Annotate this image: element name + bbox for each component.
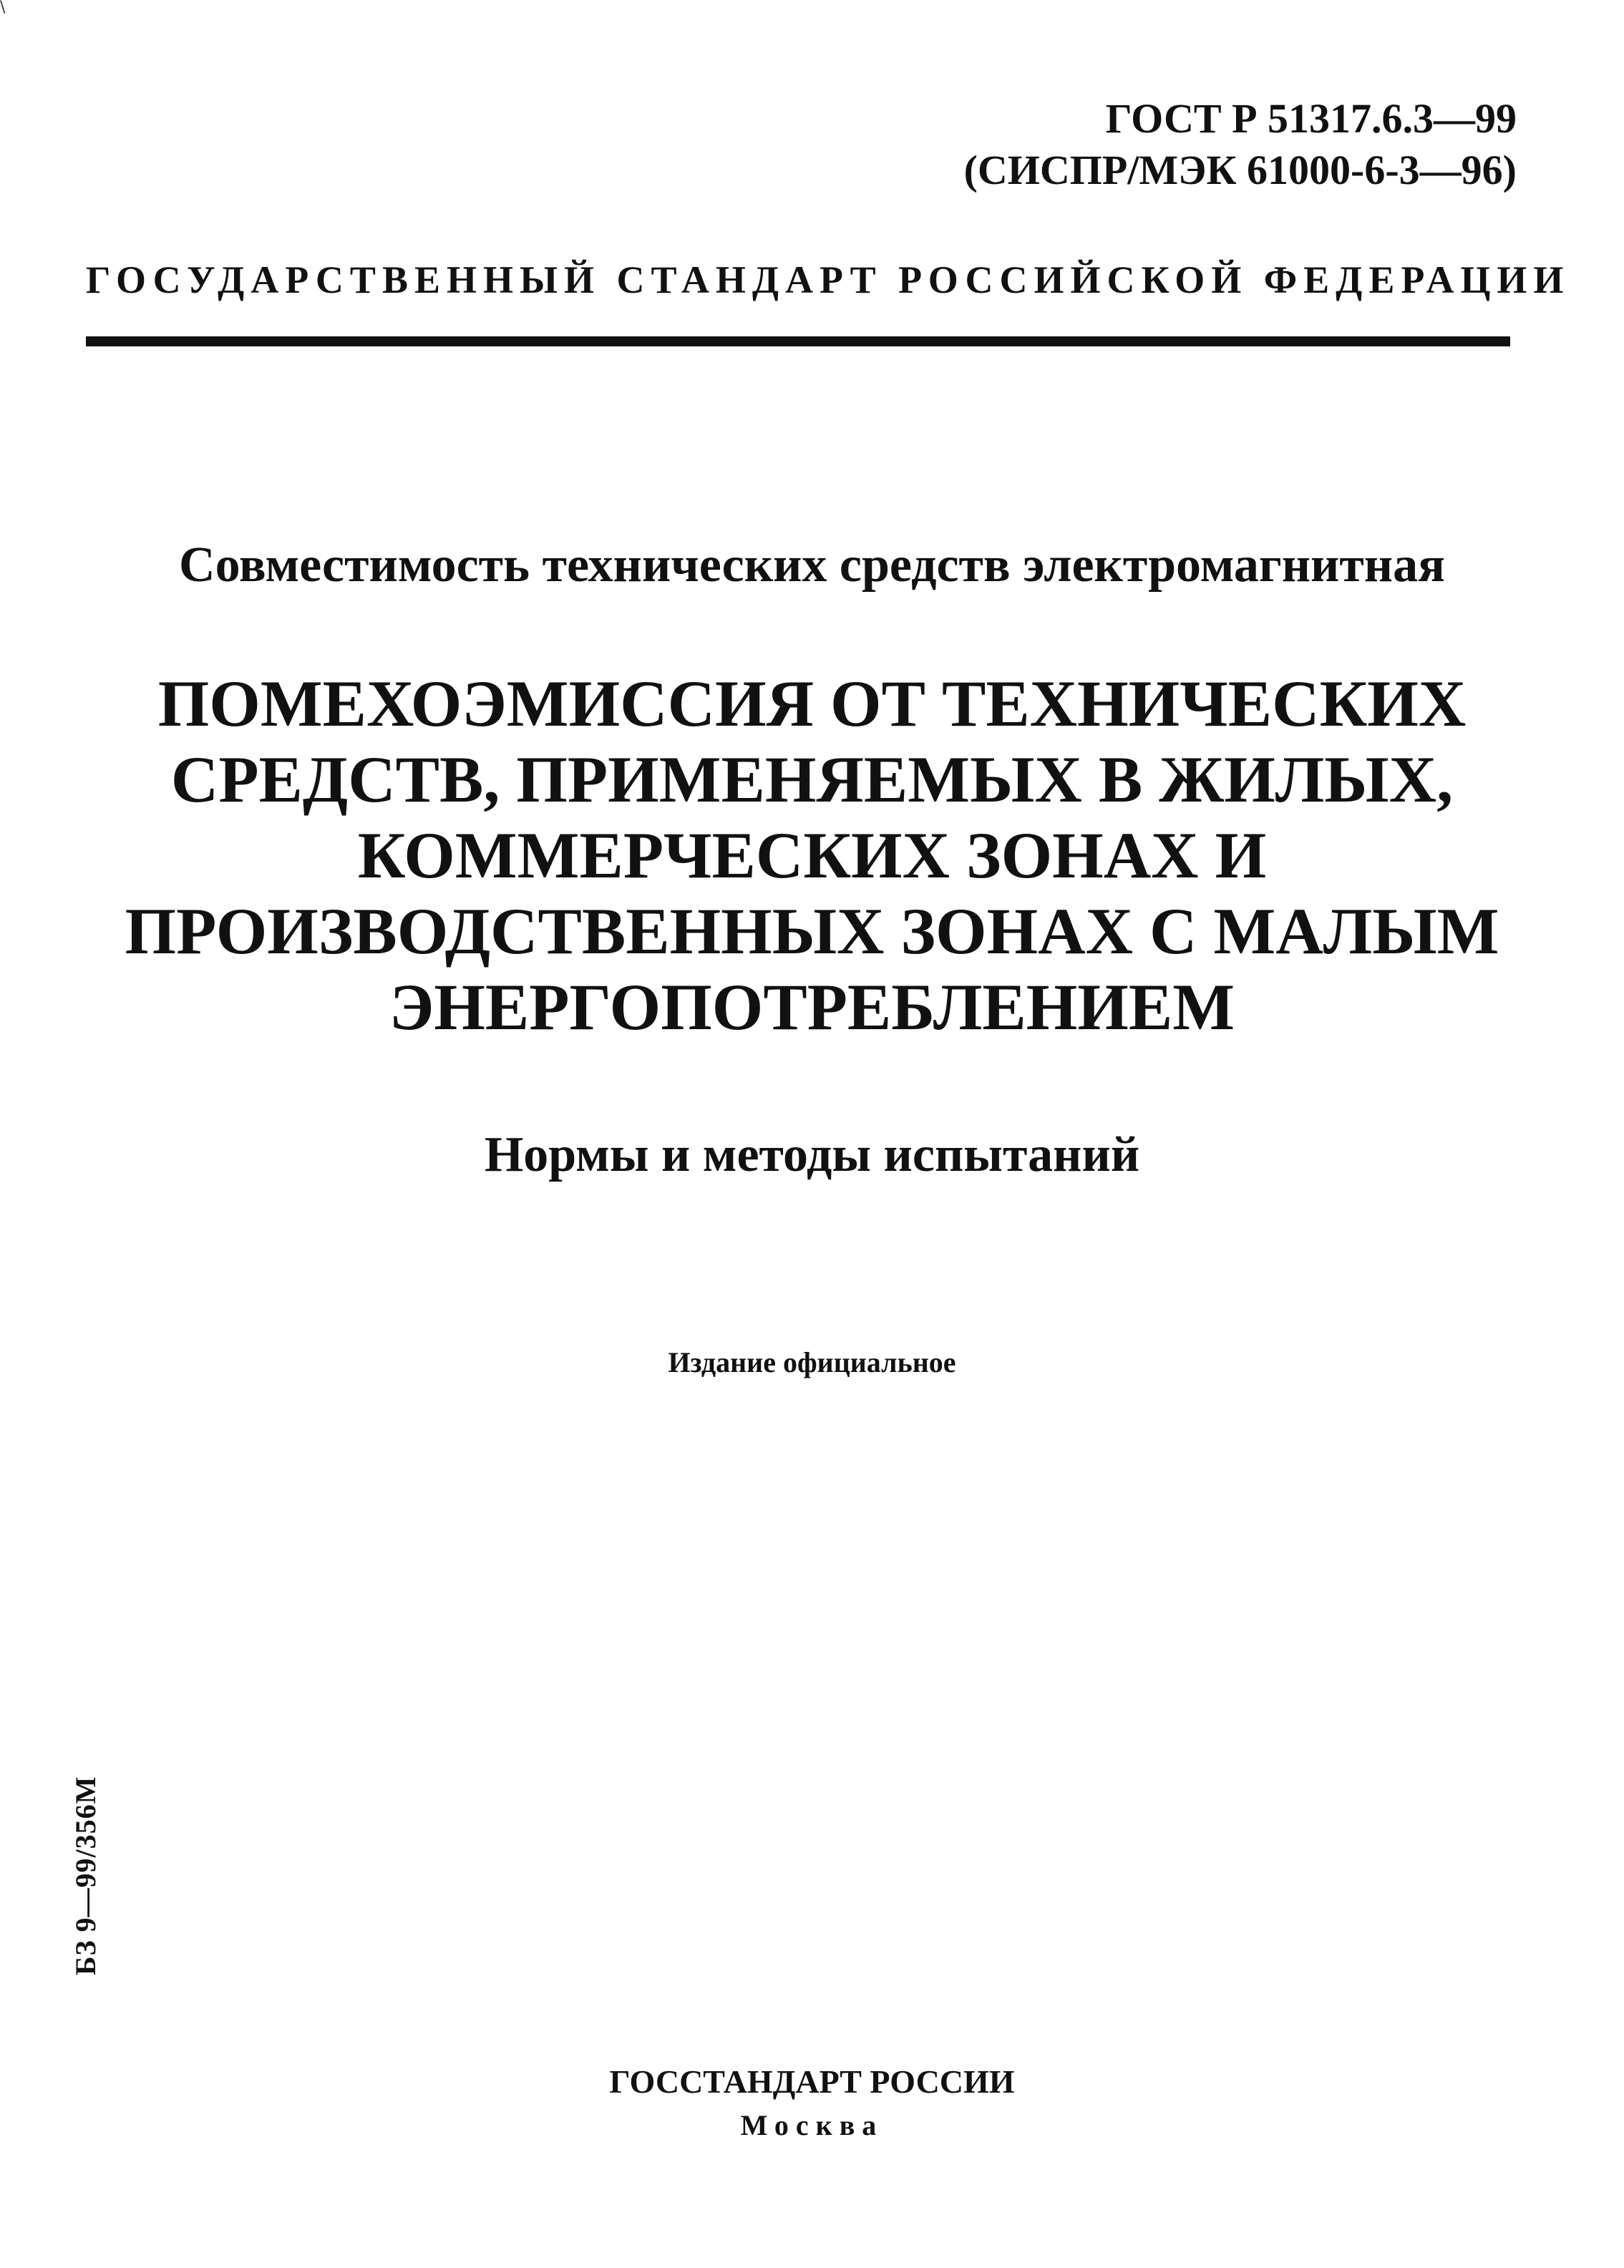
standard-number: ГОСТ Р 51317.6.3—99 [1105,95,1517,142]
publisher: ГОССТАНДАРТ РОССИИ [609,2063,1015,2100]
edition-note: Издание официальное [668,1346,956,1378]
document-subtitle: Нормы и методы испытаний [484,1127,1140,1182]
title-line: КОММЕРЧЕСКИХ ЗОНАХ И [357,819,1267,892]
title-line: ПРОИЗВОДСТВЕННЫХ ЗОНАХ С МАЛЫМ [125,895,1499,968]
title-line: ПОМЕХОЭМИССИЯ ОТ ТЕХНИЧЕСКИХ [157,667,1467,740]
standard-designation [964,93,1517,196]
title-line: СРЕДСТВ, ПРИМЕНЯЕМЫХ В ЖИЛЫХ, [170,743,1454,816]
publication-city: Москва [740,2109,884,2141]
header-divider [86,336,1510,346]
harmonized-standard-number: (СИСПР/МЭК 61000-6-3—96) [963,147,1517,193]
side-code: БЗ 9—99/356М [69,1776,102,1975]
scan-corner-mark: \ [0,0,6,16]
document-subject: Совместимость технических средств электромагнитная [179,537,1445,593]
state-standard-header: ГОСУДАРСТВЕННЫЙ СТАНДАРТ РОССИЙСКОЙ ФЕДЕРАЦИИ [86,258,1570,301]
title-line: ЭНЕРГОПОТРЕБЛЕНИЕМ [389,970,1235,1043]
document-title [43,666,1581,1045]
